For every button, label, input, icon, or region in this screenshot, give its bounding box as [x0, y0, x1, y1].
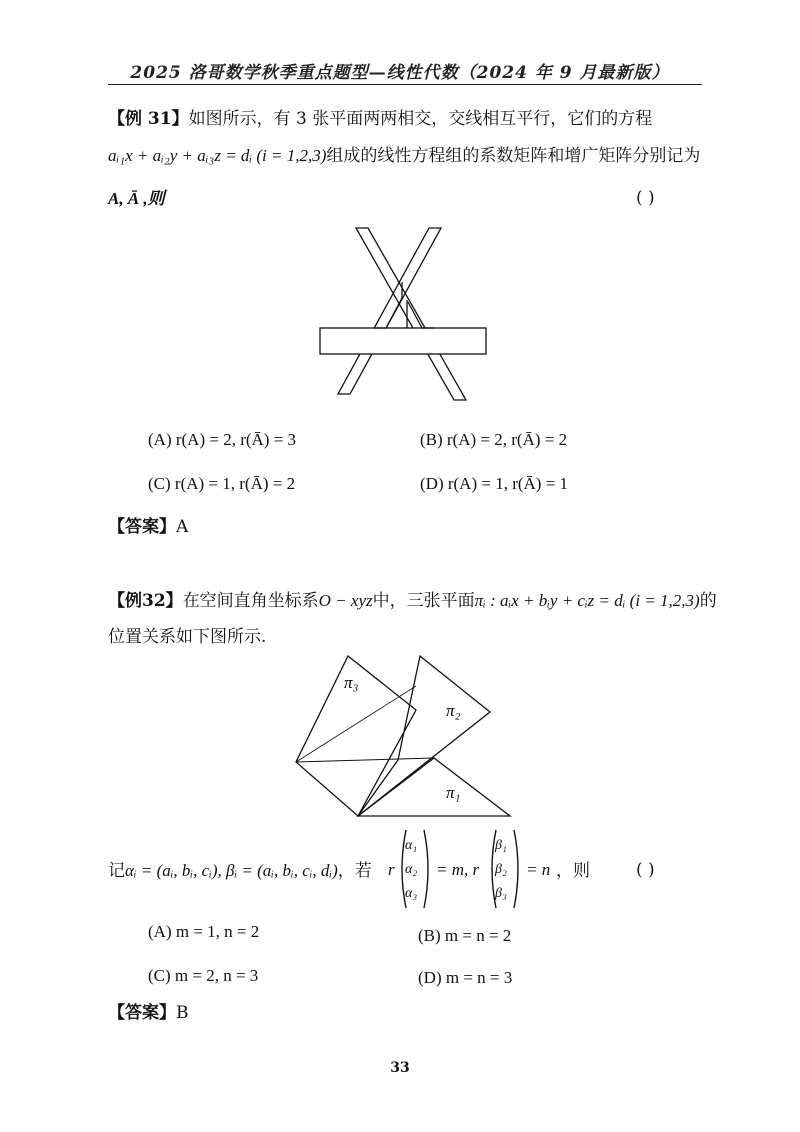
ex32-cond-prefix: 记 — [108, 861, 125, 881]
ex31-text2: 组成的线性方程组的系数矩阵和增广矩阵分别记为 — [326, 146, 701, 166]
ex32-option-d: (D) m = n = 3 — [418, 968, 513, 987]
ex31-answer-blank: ( ) — [636, 188, 655, 208]
ex32-plane-pi1 — [358, 758, 510, 816]
ex32-line1 — [108, 590, 717, 612]
ex31-figure — [310, 222, 500, 412]
ex32-figure — [280, 650, 530, 825]
ex32-condition — [108, 860, 372, 882]
page-number: 33 — [390, 1060, 410, 1076]
ex32-line2: 位置关系如下图所示. — [108, 627, 267, 647]
ex32-answer — [108, 1002, 189, 1024]
header-rule — [108, 84, 702, 85]
ex32-option-c: (C) m = 2, n = 3 — [148, 966, 259, 985]
ex32-text2: 中，三张平面 — [372, 591, 475, 611]
ex31-line3 — [108, 188, 165, 210]
ex32-alpha3: α₃ — [405, 886, 418, 901]
page-header: 2025 洛哥数学秋季重点题型—线性代数（2024 年 9 月最新版） — [130, 63, 670, 83]
ex31-text1: 如图所示，有 3 张平面两两相交，交线相互平行，它们的方程 — [188, 109, 653, 129]
ex31-option-b: (B) r(A) = 2, r(Ā) = 2 — [420, 430, 568, 449]
ex31-answer-value: A — [176, 517, 189, 537]
ex32-text3: 的 — [699, 591, 717, 611]
ex31-answer-label: 【答案】 — [108, 517, 176, 537]
ex31-equation: aᵢ₁x + aᵢ₂y + aᵢ₃z = dᵢ (i = 1,2,3) — [108, 146, 327, 165]
ex31-plane-horizontal — [320, 328, 486, 354]
ex32-answer-label: 【答案】 — [108, 1003, 176, 1023]
ex32-label-pi2: π₂ — [446, 701, 461, 720]
ex31-line1 — [108, 108, 652, 130]
ex31-option-d: (D) r(A) = 1, r(Ā) = 1 — [420, 474, 569, 493]
ex31-plane-right — [338, 228, 441, 394]
ex32-r1: r — [388, 860, 395, 879]
ex32-answer-blank: ( ) — [636, 860, 655, 880]
ex32-option-a: (A) m = 1, n = 2 — [148, 922, 260, 941]
ex32-answer-value: B — [176, 1003, 189, 1023]
ex31-option-c: (C) r(A) = 1, r(Ā) = 2 — [148, 474, 296, 493]
ex32-option-b: (B) m = n = 2 — [418, 926, 512, 945]
ex32-eq1: = m, r — [436, 860, 480, 879]
ex32-beta3: β₃ — [495, 886, 507, 901]
ex31-line2 — [108, 145, 700, 167]
ex32-cond-ruo: ，若 — [337, 861, 372, 881]
ex32-beta1: β₁ — [495, 838, 507, 853]
ex32-matrix1 — [405, 834, 417, 906]
ex32-cond-math: αᵢ = (aᵢ, bᵢ, cᵢ), βᵢ = (aᵢ, bᵢ, cᵢ, dᵢ) — [125, 861, 338, 880]
ex31-answer — [108, 516, 188, 538]
ex32-text1: 在空间直角坐标系 — [182, 591, 319, 611]
ex32-label: 【例32】 — [108, 591, 183, 611]
ex32-eq2: = n — [526, 860, 551, 879]
ex32-beta2: β₂ — [495, 862, 507, 877]
ex31-option-a: (A) r(A) = 2, r(Ā) = 3 — [148, 430, 297, 449]
ex32-label-pi1: π₁ — [446, 783, 461, 802]
ex32-label-pi3: π₃ — [344, 673, 359, 692]
ex32-plane-eq: πᵢ : aᵢx + bᵢy + cᵢz = dᵢ (i = 1,2,3) — [474, 591, 700, 610]
ex32-ze: ，则 — [556, 861, 590, 881]
ex32-alpha2: α₂ — [405, 862, 418, 877]
ex32-alpha1: α₁ — [405, 838, 418, 853]
ex31-matrices: A, Ā ,则 — [108, 189, 165, 208]
ex31-plane-left — [356, 228, 466, 400]
ex31-label: 【例 31】 — [108, 109, 189, 129]
ex32-coord: O − xyz — [318, 591, 373, 610]
ex32-matrix2 — [495, 834, 507, 906]
